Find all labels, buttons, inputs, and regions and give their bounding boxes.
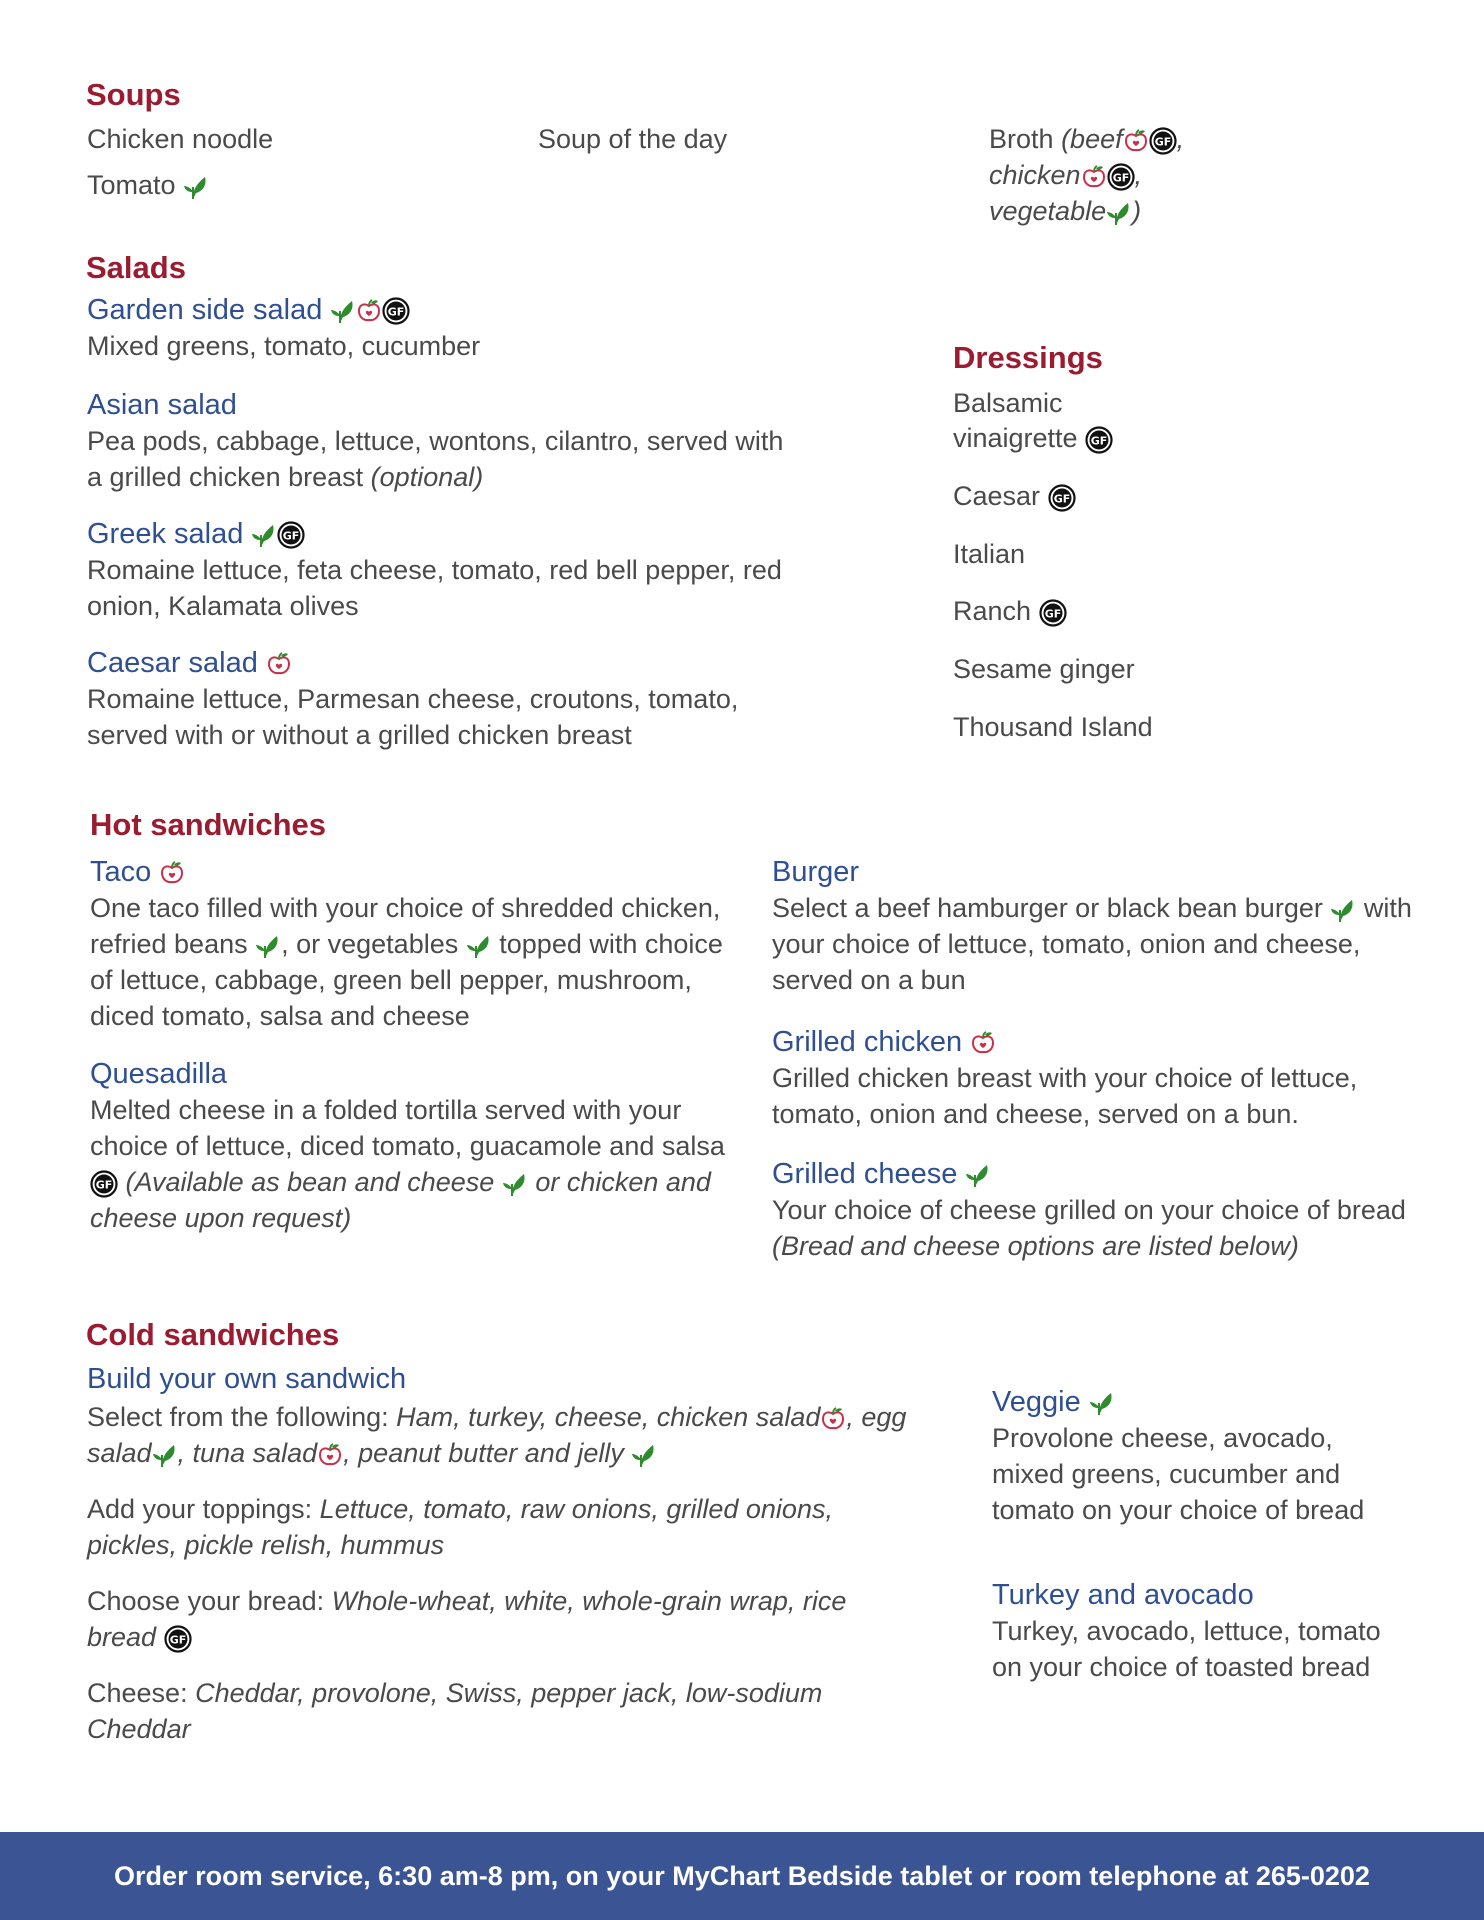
hot-taco-text2: , or vegetables <box>281 929 459 959</box>
hot-grilled-chicken-label: Grilled chicken <box>772 1026 963 1058</box>
apple-icon <box>820 1406 846 1432</box>
leaf-icon <box>183 173 209 201</box>
svg-text:GF: GF <box>283 529 300 543</box>
hot-quesadilla-note1: (Available as bean and cheese <box>125 1167 495 1197</box>
gf-icon <box>382 297 410 325</box>
salad-greek-desc: Romaine lettuce, feta cheese, tomato, red bell pepper, red onion, Kalamata olives <box>87 555 782 621</box>
dressing-caesar <box>953 478 1076 514</box>
soup-broth-chicken <box>989 157 1142 193</box>
cold-byo-select-label: Select from the following: <box>87 1402 389 1432</box>
dressing-balsamic-label: vinaigrette <box>953 423 1078 453</box>
gf-icon <box>1048 484 1076 512</box>
hot-burger-desc <box>772 890 1432 998</box>
cold-sandwiches-heading: Cold sandwiches <box>86 1317 340 1352</box>
cold-byo-toppings <box>87 1491 917 1563</box>
cold-byo-cheese <box>87 1675 917 1747</box>
hot-burger-text2: with your choice of lettuce, tomato, onion and cheese, served on a bun <box>772 893 1412 995</box>
salad-garden-desc: Mixed greens, tomato, cucumber <box>87 331 481 361</box>
svg-text:GF: GF <box>169 1633 186 1647</box>
dressing-thousand: Thousand Island <box>953 712 1153 742</box>
hot-grilled-cheese-name <box>772 1156 1452 1192</box>
salad-garden-name <box>87 292 787 328</box>
salad-caesar <box>87 645 787 753</box>
hot-quesadilla-text: Melted cheese in a folded tortilla served with your choice of lettuce, diced tomato, guacamole and salsa <box>90 1095 725 1161</box>
soups-heading: Soups <box>86 77 181 112</box>
cold-byo-s2: egg salad <box>87 1402 907 1468</box>
dressing-sesame: Sesame ginger <box>953 654 1135 684</box>
soup-broth-vegetable <box>989 193 1141 229</box>
cold-byo-select <box>87 1399 917 1471</box>
hot-grilled-chicken <box>772 1024 1432 1132</box>
salads-heading: Salads <box>86 250 186 285</box>
hot-taco-label: Taco <box>90 856 152 888</box>
apple-icon <box>970 1030 996 1056</box>
hot-burger <box>772 854 1432 998</box>
broth-label: Broth <box>989 124 1054 154</box>
soup-broth <box>989 121 1184 157</box>
cold-byo-name: Build your own sandwich <box>87 1363 407 1395</box>
salad-caesar-label: Caesar salad <box>87 647 258 679</box>
hot-taco <box>90 854 750 1034</box>
leaf-icon <box>965 1161 991 1189</box>
cold-turkey <box>992 1577 1412 1685</box>
svg-text:GF: GF <box>1053 492 1070 506</box>
cold-byo-bread-label: Choose your bread: <box>87 1586 325 1616</box>
cold-turkey-name: Turkey and avocado <box>992 1579 1254 1611</box>
hot-taco-text1: One taco filled with your choice of shredded chicken, refried beans <box>90 893 721 959</box>
close-paren: ) <box>1132 196 1142 226</box>
hot-quesadilla-note2: or chicken and cheese upon request) <box>90 1167 711 1233</box>
salad-garden <box>87 292 787 364</box>
cold-turkey-desc: Turkey, avocado, lettuce, tomato on your choice of toasted bread <box>992 1616 1381 1682</box>
comma: , <box>1134 160 1143 190</box>
svg-text:GF: GF <box>1090 434 1108 448</box>
leaf-icon <box>631 1441 657 1469</box>
cold-byo-bread-list: Whole-wheat, white, whole-grain wrap, rice bread <box>87 1586 847 1652</box>
dressing-ranch <box>953 593 1067 629</box>
soup-tomato-label: Tomato <box>87 170 176 200</box>
apple-icon <box>266 651 292 677</box>
cold-byo-toppings-list: Lettuce, tomato, raw onions, grilled onions, pickles, pickle relish, hummus <box>87 1494 833 1560</box>
hot-grilled-cheese-note: (Bread and cheese options are listed below) <box>772 1231 1299 1261</box>
svg-text:GF: GF <box>388 305 405 319</box>
apple-icon <box>356 298 382 324</box>
leaf-icon <box>152 1441 178 1469</box>
comma: , <box>846 1402 854 1432</box>
cold-veggie <box>992 1384 1412 1528</box>
soup-of-the-day: Soup of the day <box>538 124 728 154</box>
leaf-icon <box>1330 896 1356 924</box>
hot-taco-name <box>90 854 750 890</box>
hot-grilled-cheese-text: Your choice of cheese grilled on your choice of bread <box>772 1195 1406 1225</box>
gf-icon <box>1085 426 1113 454</box>
cold-veggie-desc: Provolone cheese, avocado, mixed greens, cucumber and tomato on your choice of bread <box>992 1423 1365 1525</box>
salad-caesar-name <box>87 645 787 681</box>
salad-garden-label: Garden side salad <box>87 294 323 326</box>
dressing-caesar-label: Caesar <box>953 481 1041 511</box>
soup-chicken-noodle: Chicken noodle <box>87 124 274 154</box>
gf-icon <box>164 1625 192 1653</box>
soup-tomato <box>87 167 209 203</box>
cold-veggie-name <box>992 1384 1412 1420</box>
salad-asian-text: Pea pods, cabbage, lettuce, wontons, cilantro, served with a grilled chicken breast <box>87 426 784 492</box>
comma: , <box>1176 124 1185 154</box>
svg-text:GF: GF <box>95 1178 113 1192</box>
footer-banner <box>0 1832 1484 1920</box>
salad-asian <box>87 387 787 495</box>
apple-icon <box>1081 164 1107 190</box>
svg-text:GF: GF <box>1044 607 1061 621</box>
cold-byo-cheese-label: Cheese: <box>87 1678 188 1708</box>
hot-burger-text1: Select a beef hamburger or black bean burger <box>772 893 1323 923</box>
broth-beef: (beef <box>1061 124 1123 154</box>
broth-vegetable: vegetable <box>989 196 1107 226</box>
cold-byo-bread <box>87 1583 917 1655</box>
hot-sandwiches-heading: Hot sandwiches <box>90 807 326 842</box>
hot-taco-desc <box>90 890 750 1034</box>
leaf-icon <box>466 932 492 960</box>
leaf-icon <box>255 932 281 960</box>
dressing-balsamic: Balsamic <box>953 388 1063 418</box>
dressing-balsamic-vinaigrette <box>953 420 1113 456</box>
hot-grilled-cheese-desc <box>772 1192 1452 1264</box>
cold-byo-s4: , peanut butter and jelly <box>343 1438 624 1468</box>
gf-icon <box>277 521 305 549</box>
hot-grilled-chicken-name <box>772 1024 1432 1060</box>
hot-quesadilla-name: Quesadilla <box>90 1058 228 1090</box>
cold-byo-s3: , tuna salad <box>177 1438 318 1468</box>
gf-icon <box>1149 127 1177 155</box>
footer-text: Order room service, 6:30 am-8 pm, on your MyChart Bedside tablet or room telephone at 265-0202 <box>114 1860 1370 1891</box>
salad-asian-note: (optional) <box>370 462 484 492</box>
hot-burger-name: Burger <box>772 856 860 888</box>
salad-asian-name: Asian salad <box>87 389 237 421</box>
apple-icon <box>1123 128 1149 154</box>
cold-veggie-label: Veggie <box>992 1386 1081 1418</box>
salad-greek-label: Greek salad <box>87 518 244 550</box>
broth-chicken: chicken <box>989 160 1081 190</box>
hot-grilled-chicken-desc: Grilled chicken breast with your choice of lettuce, tomato, onion and cheese, served on a bun. <box>772 1063 1358 1129</box>
leaf-icon <box>251 521 277 549</box>
leaf-icon <box>502 1170 528 1198</box>
hot-grilled-cheese-label: Grilled cheese <box>772 1158 958 1190</box>
salad-asian-desc <box>87 423 787 495</box>
dressing-italian: Italian <box>953 539 1026 569</box>
svg-text:GF: GF <box>1112 171 1129 185</box>
hot-taco-text3: topped with choice of lettuce, cabbage, green bell pepper, mushroom, diced tomato, salsa and cheese <box>90 929 723 1031</box>
dressing-ranch-label: Ranch <box>953 596 1032 626</box>
hot-quesadilla-desc <box>90 1092 750 1236</box>
apple-icon <box>159 860 185 886</box>
gf-icon <box>90 1170 118 1198</box>
salad-greek-name <box>87 516 787 552</box>
cold-byo-s1: Ham, turkey, cheese, chicken salad <box>396 1402 821 1432</box>
leaf-icon <box>1106 199 1132 227</box>
cold-byo-cheese-list: Cheddar, provolone, Swiss, pepper jack, low-sodium Cheddar <box>87 1678 823 1744</box>
dressings-heading: Dressings <box>953 340 1103 375</box>
gf-icon <box>1107 163 1135 191</box>
leaf-icon <box>330 297 356 325</box>
hot-grilled-cheese <box>772 1156 1452 1264</box>
hot-quesadilla <box>90 1056 750 1236</box>
gf-icon <box>1039 599 1067 627</box>
svg-text:GF: GF <box>1154 135 1171 149</box>
apple-icon <box>317 1442 343 1468</box>
cold-byo-toppings-label: Add your toppings: <box>87 1494 313 1524</box>
leaf-icon <box>1089 1389 1115 1417</box>
cold-byo <box>87 1361 917 1747</box>
salad-greek <box>87 516 787 624</box>
salad-caesar-desc: Romaine lettuce, Parmesan cheese, croutons, tomato, served with or without a grilled chicken breast <box>87 684 739 750</box>
